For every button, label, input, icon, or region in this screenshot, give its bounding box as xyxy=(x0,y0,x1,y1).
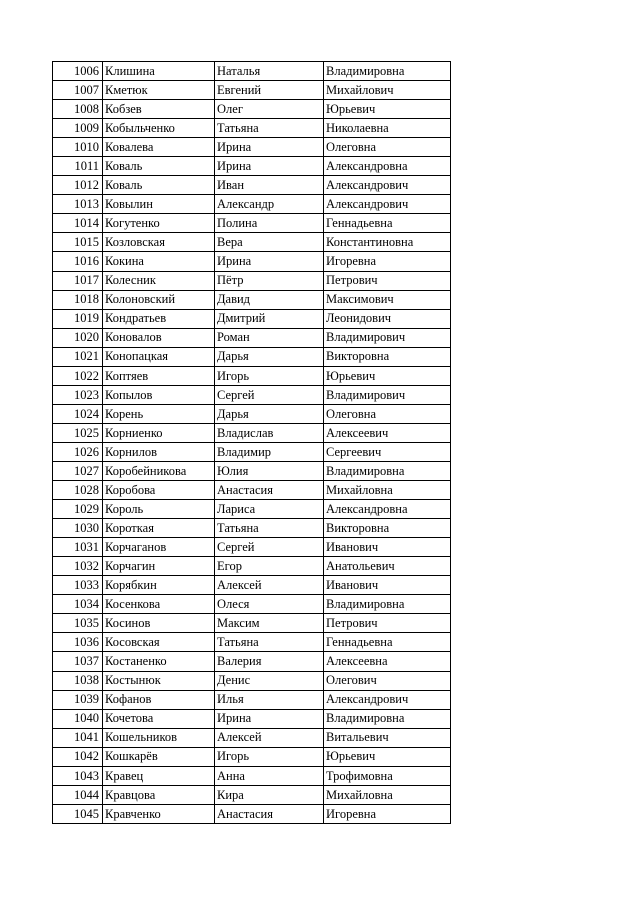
row-number-cell: 1026 xyxy=(53,442,103,461)
table-row xyxy=(53,328,451,347)
patronymic-cell: Владимировна xyxy=(324,595,451,614)
patronymic-cell: Викторовна xyxy=(324,519,451,538)
row-number-cell: 1039 xyxy=(53,690,103,709)
patronymic-cell: Олеговна xyxy=(324,404,451,423)
last-name-cell: Когутенко xyxy=(103,214,215,233)
row-number-cell: 1033 xyxy=(53,576,103,595)
row-number-cell: 1013 xyxy=(53,195,103,214)
row-number-cell: 1015 xyxy=(53,233,103,252)
first-name-cell: Юлия xyxy=(215,461,324,480)
first-name-cell: Владислав xyxy=(215,423,324,442)
patronymic-cell: Олегович xyxy=(324,671,451,690)
row-number-cell: 1041 xyxy=(53,728,103,747)
first-name-cell: Татьяна xyxy=(215,633,324,652)
table-row xyxy=(53,576,451,595)
patronymic-cell: Сергеевич xyxy=(324,442,451,461)
patronymic-cell: Игоревна xyxy=(324,252,451,271)
patronymic-cell: Владимирович xyxy=(324,328,451,347)
row-number-cell: 1023 xyxy=(53,385,103,404)
last-name-cell: Коробейникова xyxy=(103,461,215,480)
patronymic-cell: Викторовна xyxy=(324,347,451,366)
first-name-cell: Евгений xyxy=(215,81,324,100)
patronymic-cell: Александрович xyxy=(324,195,451,214)
first-name-cell: Ирина xyxy=(215,709,324,728)
row-number-cell: 1024 xyxy=(53,404,103,423)
last-name-cell: Копылов xyxy=(103,385,215,404)
first-name-cell: Наталья xyxy=(215,62,324,81)
row-number-cell: 1029 xyxy=(53,500,103,519)
table-row xyxy=(53,138,451,157)
first-name-cell: Иван xyxy=(215,176,324,195)
last-name-cell: Коваль xyxy=(103,176,215,195)
patronymic-cell: Александрович xyxy=(324,176,451,195)
first-name-cell: Татьяна xyxy=(215,119,324,138)
patronymic-cell: Михайловна xyxy=(324,481,451,500)
patronymic-cell: Владимировна xyxy=(324,62,451,81)
last-name-cell: Короткая xyxy=(103,519,215,538)
first-name-cell: Максим xyxy=(215,614,324,633)
patronymic-cell: Витальевич xyxy=(324,728,451,747)
patronymic-cell: Алексеевна xyxy=(324,652,451,671)
table-row xyxy=(53,233,451,252)
table-row xyxy=(53,614,451,633)
first-name-cell: Вера xyxy=(215,233,324,252)
last-name-cell: Кобзев xyxy=(103,100,215,119)
patronymic-cell: Иванович xyxy=(324,538,451,557)
last-name-cell: Колоновский xyxy=(103,290,215,309)
table-row xyxy=(53,709,451,728)
table-row xyxy=(53,804,451,823)
row-number-cell: 1008 xyxy=(53,100,103,119)
table-row xyxy=(53,176,451,195)
table-row xyxy=(53,538,451,557)
first-name-cell: Роман xyxy=(215,328,324,347)
first-name-cell: Давид xyxy=(215,290,324,309)
table-row xyxy=(53,271,451,290)
first-name-cell: Олеся xyxy=(215,595,324,614)
row-number-cell: 1037 xyxy=(53,652,103,671)
last-name-cell: Корчаганов xyxy=(103,538,215,557)
last-name-cell: Коновалов xyxy=(103,328,215,347)
last-name-cell: Костаненко xyxy=(103,652,215,671)
patronymic-cell: Максимович xyxy=(324,290,451,309)
first-name-cell: Анастасия xyxy=(215,804,324,823)
patronymic-cell: Анатольевич xyxy=(324,557,451,576)
table-row xyxy=(53,785,451,804)
patronymic-cell: Геннадьевна xyxy=(324,214,451,233)
row-number-cell: 1006 xyxy=(53,62,103,81)
last-name-cell: Клишина xyxy=(103,62,215,81)
table-row xyxy=(53,309,451,328)
row-number-cell: 1032 xyxy=(53,557,103,576)
first-name-cell: Пётр xyxy=(215,271,324,290)
first-name-cell: Игорь xyxy=(215,747,324,766)
row-number-cell: 1030 xyxy=(53,519,103,538)
first-name-cell: Игорь xyxy=(215,366,324,385)
patronymic-cell: Александрович xyxy=(324,690,451,709)
last-name-cell: Кочетова xyxy=(103,709,215,728)
table-row xyxy=(53,366,451,385)
first-name-cell: Егор xyxy=(215,557,324,576)
row-number-cell: 1031 xyxy=(53,538,103,557)
last-name-cell: Кошельников xyxy=(103,728,215,747)
last-name-cell: Косенкова xyxy=(103,595,215,614)
last-name-cell: Косовская xyxy=(103,633,215,652)
first-name-cell: Сергей xyxy=(215,385,324,404)
first-name-cell: Олег xyxy=(215,100,324,119)
first-name-cell: Александр xyxy=(215,195,324,214)
table-row xyxy=(53,252,451,271)
last-name-cell: Косинов xyxy=(103,614,215,633)
first-name-cell: Полина xyxy=(215,214,324,233)
table-row xyxy=(53,652,451,671)
last-name-cell: Коптяев xyxy=(103,366,215,385)
last-name-cell: Коробова xyxy=(103,481,215,500)
table-row xyxy=(53,81,451,100)
row-number-cell: 1020 xyxy=(53,328,103,347)
row-number-cell: 1028 xyxy=(53,481,103,500)
table-row xyxy=(53,633,451,652)
row-number-cell: 1025 xyxy=(53,423,103,442)
patronymic-cell: Михайловна xyxy=(324,785,451,804)
table-row xyxy=(53,290,451,309)
table-row xyxy=(53,557,451,576)
name-list-table xyxy=(52,61,451,824)
last-name-cell: Ковылин xyxy=(103,195,215,214)
row-number-cell: 1027 xyxy=(53,461,103,480)
last-name-cell: Кравченко xyxy=(103,804,215,823)
patronymic-cell: Трофимовна xyxy=(324,766,451,785)
table-row xyxy=(53,500,451,519)
row-number-cell: 1007 xyxy=(53,81,103,100)
row-number-cell: 1035 xyxy=(53,614,103,633)
table-row xyxy=(53,728,451,747)
first-name-cell: Ирина xyxy=(215,252,324,271)
row-number-cell: 1021 xyxy=(53,347,103,366)
table-row xyxy=(53,442,451,461)
row-number-cell: 1009 xyxy=(53,119,103,138)
patronymic-cell: Олеговна xyxy=(324,138,451,157)
row-number-cell: 1045 xyxy=(53,804,103,823)
row-number-cell: 1034 xyxy=(53,595,103,614)
last-name-cell: Кметюк xyxy=(103,81,215,100)
row-number-cell: 1016 xyxy=(53,252,103,271)
first-name-cell: Денис xyxy=(215,671,324,690)
patronymic-cell: Константиновна xyxy=(324,233,451,252)
first-name-cell: Дмитрий xyxy=(215,309,324,328)
last-name-cell: Корчагин xyxy=(103,557,215,576)
row-number-cell: 1036 xyxy=(53,633,103,652)
table-row xyxy=(53,519,451,538)
last-name-cell: Кравец xyxy=(103,766,215,785)
row-number-cell: 1044 xyxy=(53,785,103,804)
last-name-cell: Конопацкая xyxy=(103,347,215,366)
table-row xyxy=(53,423,451,442)
last-name-cell: Корнилов xyxy=(103,442,215,461)
table-row xyxy=(53,347,451,366)
table-row xyxy=(53,671,451,690)
row-number-cell: 1018 xyxy=(53,290,103,309)
name-list-body xyxy=(53,62,451,824)
last-name-cell: Кондратьев xyxy=(103,309,215,328)
row-number-cell: 1010 xyxy=(53,138,103,157)
patronymic-cell: Владимировна xyxy=(324,461,451,480)
last-name-cell: Кравцова xyxy=(103,785,215,804)
patronymic-cell: Владимирович xyxy=(324,385,451,404)
last-name-cell: Корниенко xyxy=(103,423,215,442)
table-row xyxy=(53,119,451,138)
first-name-cell: Ирина xyxy=(215,157,324,176)
first-name-cell: Валерия xyxy=(215,652,324,671)
table-row xyxy=(53,404,451,423)
patronymic-cell: Александровна xyxy=(324,157,451,176)
last-name-cell: Коваль xyxy=(103,157,215,176)
first-name-cell: Алексей xyxy=(215,728,324,747)
row-number-cell: 1014 xyxy=(53,214,103,233)
row-number-cell: 1042 xyxy=(53,747,103,766)
first-name-cell: Татьяна xyxy=(215,519,324,538)
table-row xyxy=(53,690,451,709)
table-row xyxy=(53,100,451,119)
last-name-cell: Ковалева xyxy=(103,138,215,157)
first-name-cell: Дарья xyxy=(215,404,324,423)
first-name-cell: Ирина xyxy=(215,138,324,157)
table-row xyxy=(53,385,451,404)
first-name-cell: Анастасия xyxy=(215,481,324,500)
first-name-cell: Лариса xyxy=(215,500,324,519)
patronymic-cell: Петрович xyxy=(324,271,451,290)
row-number-cell: 1017 xyxy=(53,271,103,290)
first-name-cell: Сергей xyxy=(215,538,324,557)
last-name-cell: Корень xyxy=(103,404,215,423)
last-name-cell: Кофанов xyxy=(103,690,215,709)
last-name-cell: Кобыльченко xyxy=(103,119,215,138)
patronymic-cell: Алексеевич xyxy=(324,423,451,442)
patronymic-cell: Леонидович xyxy=(324,309,451,328)
patronymic-cell: Юрьевич xyxy=(324,366,451,385)
patronymic-cell: Александровна xyxy=(324,500,451,519)
row-number-cell: 1022 xyxy=(53,366,103,385)
row-number-cell: 1040 xyxy=(53,709,103,728)
first-name-cell: Дарья xyxy=(215,347,324,366)
first-name-cell: Илья xyxy=(215,690,324,709)
table-row xyxy=(53,766,451,785)
last-name-cell: Колесник xyxy=(103,271,215,290)
last-name-cell: Король xyxy=(103,500,215,519)
first-name-cell: Кира xyxy=(215,785,324,804)
patronymic-cell: Михайлович xyxy=(324,81,451,100)
row-number-cell: 1038 xyxy=(53,671,103,690)
first-name-cell: Анна xyxy=(215,766,324,785)
patronymic-cell: Петрович xyxy=(324,614,451,633)
row-number-cell: 1043 xyxy=(53,766,103,785)
row-number-cell: 1019 xyxy=(53,309,103,328)
table-row xyxy=(53,747,451,766)
table-row xyxy=(53,195,451,214)
last-name-cell: Корябкин xyxy=(103,576,215,595)
patronymic-cell: Геннадьевна xyxy=(324,633,451,652)
patronymic-cell: Юрьевич xyxy=(324,747,451,766)
row-number-cell: 1011 xyxy=(53,157,103,176)
first-name-cell: Владимир xyxy=(215,442,324,461)
first-name-cell: Алексей xyxy=(215,576,324,595)
table-row xyxy=(53,214,451,233)
table-row xyxy=(53,481,451,500)
patronymic-cell: Иванович xyxy=(324,576,451,595)
last-name-cell: Кошкарёв xyxy=(103,747,215,766)
patronymic-cell: Николаевна xyxy=(324,119,451,138)
table-row xyxy=(53,62,451,81)
patronymic-cell: Владимировна xyxy=(324,709,451,728)
patronymic-cell: Игоревна xyxy=(324,804,451,823)
last-name-cell: Костынюк xyxy=(103,671,215,690)
table-row xyxy=(53,157,451,176)
row-number-cell: 1012 xyxy=(53,176,103,195)
patronymic-cell: Юрьевич xyxy=(324,100,451,119)
table-row xyxy=(53,461,451,480)
table-row xyxy=(53,595,451,614)
last-name-cell: Козловская xyxy=(103,233,215,252)
last-name-cell: Кокина xyxy=(103,252,215,271)
